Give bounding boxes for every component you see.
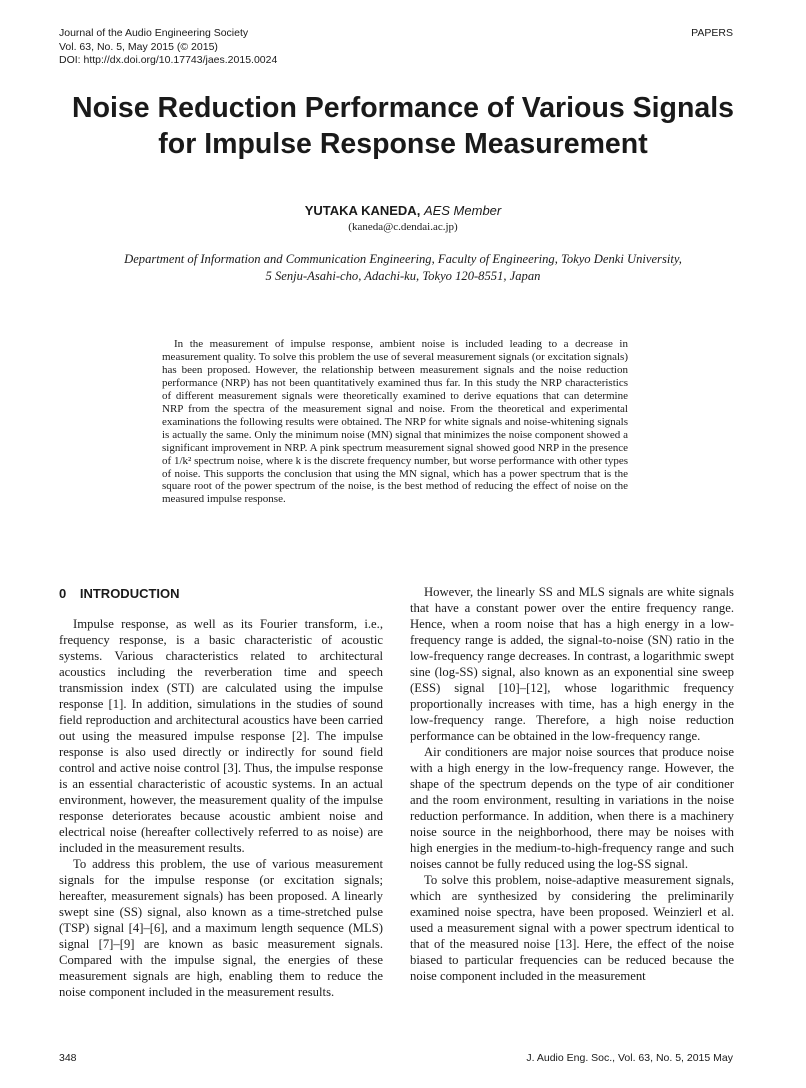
paper-title-line-2: for Impulse Response Measurement (158, 128, 648, 160)
journal-doi: DOI: http://dx.doi.org/10.17743/jaes.2015.0024 (59, 54, 278, 66)
section-title: INTRODUCTION (79, 586, 180, 601)
journal-header (59, 27, 277, 68)
paragraph: To solve this problem, noise-adaptive measurement signals, which are synthesized by considering the preliminarily examined noise spectra, have been proposed. Weinzierl et al. used a measurement signal with a power spectrum identical to that of the measured noise [13]. Here, the effect of the noise biased to particular frequencies can be reduced because the noise component included in the measurement (410, 873, 734, 983)
author-email: (kaneda@c.dendai.ac.jp) (348, 221, 458, 233)
right-column (410, 584, 734, 984)
section-tag: PAPERS (691, 27, 733, 39)
paragraph: To address this problem, the use of various measurement signals for the impulse response (or excitation signals; hereafter, measurement signals) has been proposed. A linearly swept sine (SS) signal, also known as a time-stretched pulse (TSP) signal [4]–[6], and a maximum length sequence (MLS) signal [7]–[9] are known as basic measurement signals. Compared with the impulse signal, the energies of these measurement signals are high, enabling them to reduce the noise component included in the measurement results. (59, 857, 383, 999)
affiliation-line-2: 5 Senju-Asahi-cho, Adachi-ku, Tokyo 120-8551, Japan (265, 269, 541, 283)
section-number: 0 (59, 586, 67, 601)
left-column (59, 616, 383, 1000)
footer-citation: J. Audio Eng. Soc., Vol. 63, No. 5, 2015 May (526, 1052, 733, 1064)
paper-title-line-1: Noise Reduction Performance of Various Signals (72, 92, 734, 124)
affiliation-line-1: Department of Information and Communication Engineering, Faculty of Engineering, Tokyo Denki University, (124, 252, 682, 266)
journal-volume: Vol. 63, No. 5, May 2015 (© 2015) (59, 40, 218, 53)
author-name: YUTAKA KANEDA, (304, 203, 421, 218)
affiliation (40, 251, 766, 285)
author-membership: AES Member (423, 203, 502, 218)
paragraph: However, the linearly SS and MLS signals are white signals that have a constant power over the entire frequency range. Hence, when a room noise that has a high energy in a low-frequency range is added, the signal-to-noise (SN) ratio in the low-frequency range decreases. In contrast, a logarithmic swept sine (log-SS) signal, also known as an exponential sine sweep (ESS) signal [10]–[12], whose logarithmic frequency proportionally increases with time, has a high energy in the low-frequency range. Therefore, a high noise reduction performance can be obtained in the low-frequency range. (410, 585, 734, 743)
paragraph: Air conditioners are major noise sources that produce noise with a high energy in the low-frequency range. However, the shape of the spectrum depends on the type of air conditioner and the room environment, resulting in variations in the noise reduction performance. In addition, when there is a machinery noise source in the neighborhood, there may be noises with high energies in the medium-to-high-frequency range and such noises cannot be fully reduced using the log-SS signal. (410, 745, 734, 871)
section-heading (59, 586, 180, 601)
abstract-text: In the measurement of impulse response, ambient noise is included leading to a decrease in measurement quality. To solve this problem the use of several measurement signals (or excitation signals) has been proposed. However, the relationship between measurement signals and the noise reduction performance (NRP) has not been quantitatively examined thus far. In this study the NRP characteristics of different measurement signals were theoretically examined to derive equations that can determine NRP from the spectra of the measurement signal and noise. From the theoretical and experimental examinations the following results were obtained. The NRP for white signals and noise-whitening signals is actually the same. Only the minimum noise (MN) signal that minimizes the noise component showed a significant improvement in NRP. A pink spectrum measurement signal showed good NRP in the presence of 1/k² spectrum noise, where k is the discrete frequency number, but worse performance with other types of noise. This supports the conclusion that using the MN signal, which has a power spectrum that is the square root of the power spectrum of the noise, is the best method of reducing the effect of noise on the measured impulse response. (162, 338, 628, 506)
author-line (0, 203, 806, 218)
journal-name: Journal of the Audio Engineering Society (59, 27, 249, 39)
abstract (162, 338, 628, 506)
paragraph: Impulse response, as well as its Fourier transform, i.e., frequency response, is a basic characteristic of acoustic systems. Various characteristics related to architectural acoustics including the reverberation time and speech transmission index (STI) are calculated using the impulse response [1]. In addition, simulations in the studies of sound field reproduction and architectural acoustics have been carried out using the measured impulse response [2]. The impulse response is also used directly or indirectly for sound field control and active noise control [3]. Thus, the impulse response is an essential characteristic of acoustic systems. In an actual environment, however, the measurement quality of the impulse response deteriorates because acoustic ambient noise and electrical noise (hereafter collectively referred to as noise) are included in the measurement results. (59, 617, 383, 855)
paper-title (40, 90, 766, 162)
page-number: 348 (59, 1052, 77, 1064)
